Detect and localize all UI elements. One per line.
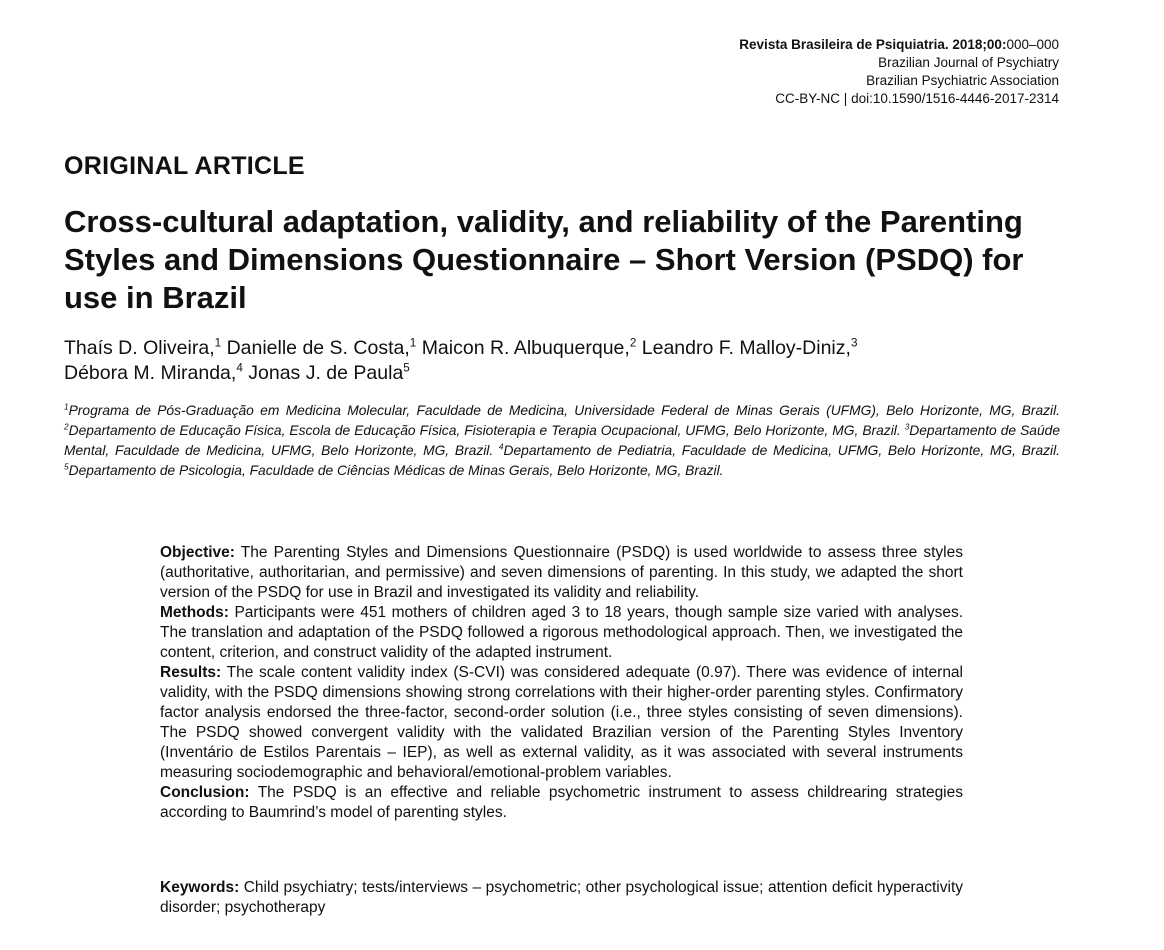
license-doi: CC-BY-NC | doi:10.1590/1516-4446-2017-2314 <box>775 91 1059 106</box>
conclusion-text: The PSDQ is an effective and reliable psychometric instrument to assess childrearing strategies according to Baumrind’s model of parenting styles. <box>160 784 963 821</box>
journal-english-name: Brazilian Journal of Psychiatry <box>878 55 1059 70</box>
author-affiliation-mark: 3 <box>850 336 858 350</box>
affiliation-number: 4 <box>498 442 504 452</box>
author-name: Leandro F. Malloy-Diniz, <box>641 337 851 359</box>
article-title: Cross-cultural adaptation, validity, and reliability of the Parenting Styles and Dimensions Questionnaire – Short Version (PSDQ) for use in Brazil <box>64 204 1024 315</box>
author-affiliation-mark: 5 <box>403 361 410 375</box>
author-name: Danielle de S. Costa, <box>226 337 410 359</box>
abstract-conclusion <box>160 783 963 823</box>
author-name: Débora M. Miranda, <box>64 362 237 384</box>
conclusion-label: Conclusion: <box>160 784 250 801</box>
objective-text: The Parenting Styles and Dimensions Questionnaire (PSDQ) is used worldwide to assess three styles (authoritative, authoritarian, and permissive) and seven dimensions of parenting. In this study, we adapted the short version of the PSDQ for use in Brazil and investigated its validity and reliability. <box>160 544 963 601</box>
results-text: The scale content validity index (S-CVI) was considered adequate (0.97). There was evidence of internal validity, with the PSDQ dimensions showing strong correlations with their higher-order parenting styles. Confirmatory factor analysis endorsed the three-factor, second-order solution (i.e., three styles consisting of seven dimensions). The PSDQ showed convergent validity with the validated Brazilian version of the Parenting Styles Inventory (Inventário de Estilos Parentais – IEP), as well as external validity, as it was associated with several instruments measuring sociodemographic and behavioral/emotional-problem variables. <box>160 664 963 781</box>
author-name: Maicon R. Albuquerque, <box>421 337 630 359</box>
journal-pages: 000–000 <box>1006 37 1059 52</box>
methods-text: Participants were 451 mothers of children aged 3 to 18 years, though sample size varied with analyses. The translation and adaptation of the PSDQ followed a rigorous methodological approach. Then, we investigated the content, criterion, and construct validity of the adapted instrument. <box>160 604 963 661</box>
journal-header <box>739 36 1059 108</box>
keywords-label: Keywords: <box>160 879 240 896</box>
abstract-results <box>160 663 963 783</box>
objective-label: Objective: <box>160 544 235 561</box>
author-affiliation-mark: 1 <box>214 336 222 350</box>
abstract <box>160 543 963 823</box>
affiliation-text: Programa de Pós-Graduação em Medicina Molecular, Faculdade de Medicina, Universidade Federal de Minas Gerais (UFMG), Belo Horizonte, MG, Brazil. <box>68 403 1060 418</box>
results-label: Results: <box>160 664 222 681</box>
abstract-methods <box>160 603 963 663</box>
journal-association: Brazilian Psychiatric Association <box>866 73 1059 88</box>
author-affiliation-mark: 1 <box>409 336 417 350</box>
affiliations <box>64 401 1060 481</box>
journal-name: Revista Brasileira de Psiquiatria. 2018;00: <box>739 37 1007 52</box>
abstract-objective <box>160 543 963 603</box>
affiliation-text: Departamento de Educação Física, Escola de Educação Física, Fisioterapia e Terapia Ocupacional, UFMG, Belo Horizonte, MG, Brazil. <box>68 423 905 438</box>
affiliation-number: 2 <box>64 422 69 432</box>
keywords-text: Child psychiatry; tests/interviews – psychometric; other psychological issue; attention deficit hyperactivity disorder; psychotherapy <box>160 879 963 916</box>
author-name: Thaís D. Oliveira, <box>64 337 215 359</box>
keywords <box>160 878 963 918</box>
affiliation-number: 1 <box>64 402 69 412</box>
author-name: Jonas J. de Paula <box>248 362 404 384</box>
author-affiliation-mark: 2 <box>629 336 637 350</box>
affiliation-text: Departamento de Saúde Mental, Faculdade de Medicina, UFMG, Belo Horizonte, MG, Brazil. <box>64 423 1060 458</box>
affiliation-text: Departamento de Psicologia, Faculdade de Ciências Médicas de Minas Gerais, Belo Horizonte, MG, Brazil. <box>68 463 724 478</box>
author-list <box>64 336 1074 386</box>
affiliation-number: 3 <box>904 422 910 432</box>
author-affiliation-mark: 4 <box>236 361 243 375</box>
methods-label: Methods: <box>160 604 229 621</box>
affiliation-number: 5 <box>64 462 69 472</box>
affiliation-text: Departamento de Pediatria, Faculdade de Medicina, UFMG, Belo Horizonte, MG, Brazil. <box>503 443 1060 458</box>
article-type: ORIGINAL ARTICLE <box>64 152 305 180</box>
journal-citation <box>739 36 1059 54</box>
